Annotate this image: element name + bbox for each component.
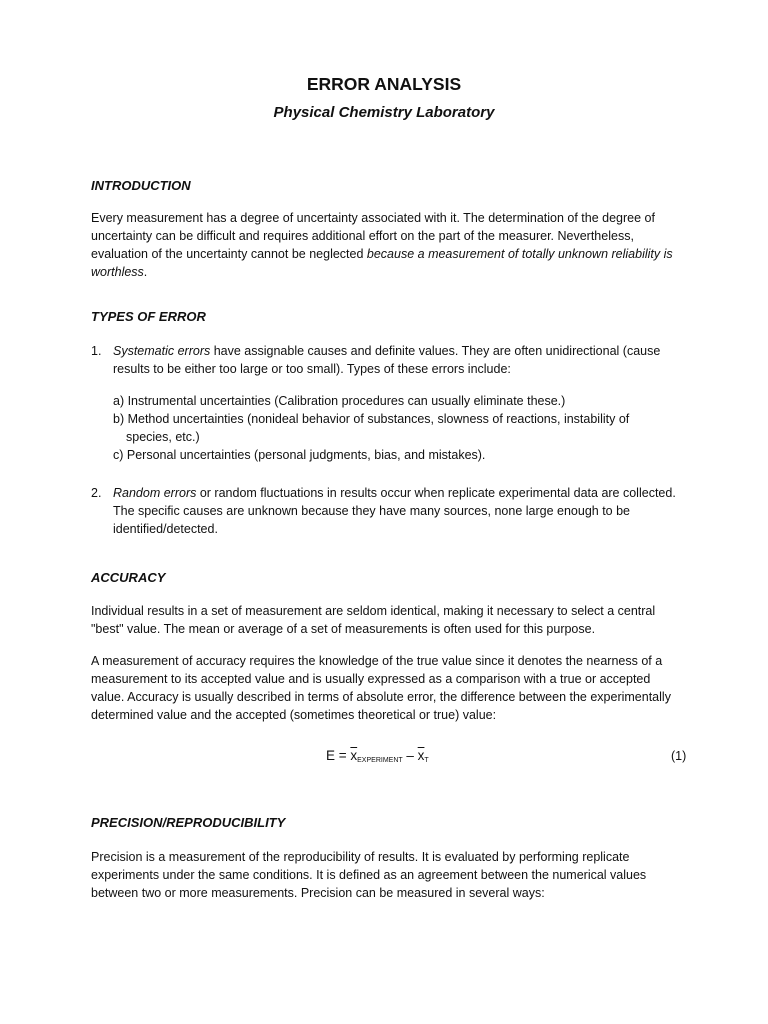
equation-number: (1) — [671, 749, 687, 763]
types-of-error-heading: TYPES OF ERROR — [91, 309, 206, 324]
intro-line-4-emphasis: worthless — [91, 265, 144, 279]
list-item-2-number: 2. — [91, 486, 102, 500]
equation-subscript-true: T — [424, 757, 429, 764]
list-item-2-line-1-text: or random fluctuations in results occur when replicate experimental data are collected. — [196, 486, 676, 500]
list-item-1-line-2: results to be either too large or too small). Types of these errors include: — [113, 362, 511, 376]
equation-minus: – — [402, 748, 418, 763]
sublist-item-b-line-1: b) Method uncertainties (nonideal behavior of substances, slowness of reactions, instability of — [113, 412, 630, 426]
systematic-errors-term: Systematic errors — [113, 344, 211, 358]
intro-line-3-plain: evaluation of the uncertainty cannot be neglected — [91, 247, 367, 261]
accuracy-p2-line-3: value. Accuracy is usually described in terms of absolute error, the difference between the experimentally — [91, 690, 671, 704]
intro-line-4 — [91, 263, 147, 281]
list-item-2-line-1 — [113, 484, 676, 502]
accuracy-p1-line-1: Individual results in a set of measurement are seldom identical, making it necessary to select a central — [91, 604, 656, 618]
equation-subscript-experiment: EXPERIMENT — [357, 757, 403, 764]
sublist-item-a: a) Instrumental uncertainties (Calibration procedures can usually eliminate these.) — [113, 394, 566, 408]
list-item-1-line-1 — [113, 342, 660, 360]
equation-absolute-error — [326, 748, 429, 764]
precision-line-3: between two or more measurements. Precision can be measured in several ways: — [91, 886, 545, 900]
intro-line-1: Every measurement has a degree of uncertainty associated with it. The determination of the degree of — [91, 211, 655, 225]
random-errors-term: Random errors — [113, 486, 197, 500]
accuracy-heading: ACCURACY — [91, 570, 166, 585]
precision-line-2: experiments under the same conditions. It is defined as an agreement between the numerical values — [91, 868, 647, 882]
intro-line-2: uncertainty can be difficult and requires additional effort on the part of the measurer. Nevertheless, — [91, 229, 634, 243]
introduction-heading: INTRODUCTION — [91, 178, 191, 193]
intro-line-4-end: . — [143, 265, 148, 279]
precision-line-1: Precision is a measurement of the reproducibility of results. It is evaluated by performing replicate — [91, 850, 630, 864]
accuracy-p2-line-4: determined value and the accepted (sometimes theoretical or true) value: — [91, 708, 497, 722]
intro-line-3-emphasis: because a measurement of totally unknown reliability is — [366, 247, 673, 261]
accuracy-p1-line-2: "best" value. The mean or average of a set of measurements is often used for this purpose. — [91, 622, 596, 636]
list-item-2-line-3: identified/detected. — [113, 522, 218, 536]
document-subtitle: Physical Chemistry Laboratory — [273, 104, 495, 121]
equation-lhs: E = — [326, 748, 351, 763]
document-title: ERROR ANALYSIS — [306, 74, 462, 94]
accuracy-p2-line-1: A measurement of accuracy requires the knowledge of the true value since it denotes the nearness of a — [91, 654, 663, 668]
sublist-item-c: c) Personal uncertainties (personal judgments, bias, and mistakes). — [113, 448, 486, 462]
intro-line-3 — [91, 245, 673, 263]
equation-x-true: x — [417, 748, 425, 763]
list-item-1-number: 1. — [91, 344, 102, 358]
list-item-1-line-1-text: have assignable causes and definite values. They are often unidirectional (cause — [210, 344, 661, 358]
accuracy-p2-line-2: measurement to its accepted value and is usually expressed as a comparison with a true or accepted — [91, 672, 651, 686]
sublist-item-b-line-2: species, etc.) — [126, 430, 200, 444]
precision-heading: PRECISION/REPRODUCIBILITY — [91, 815, 286, 830]
list-item-2-line-2: The specific causes are unknown because they have many sources, none large enough to be — [113, 504, 630, 518]
equation-x-experiment: x — [350, 748, 358, 763]
